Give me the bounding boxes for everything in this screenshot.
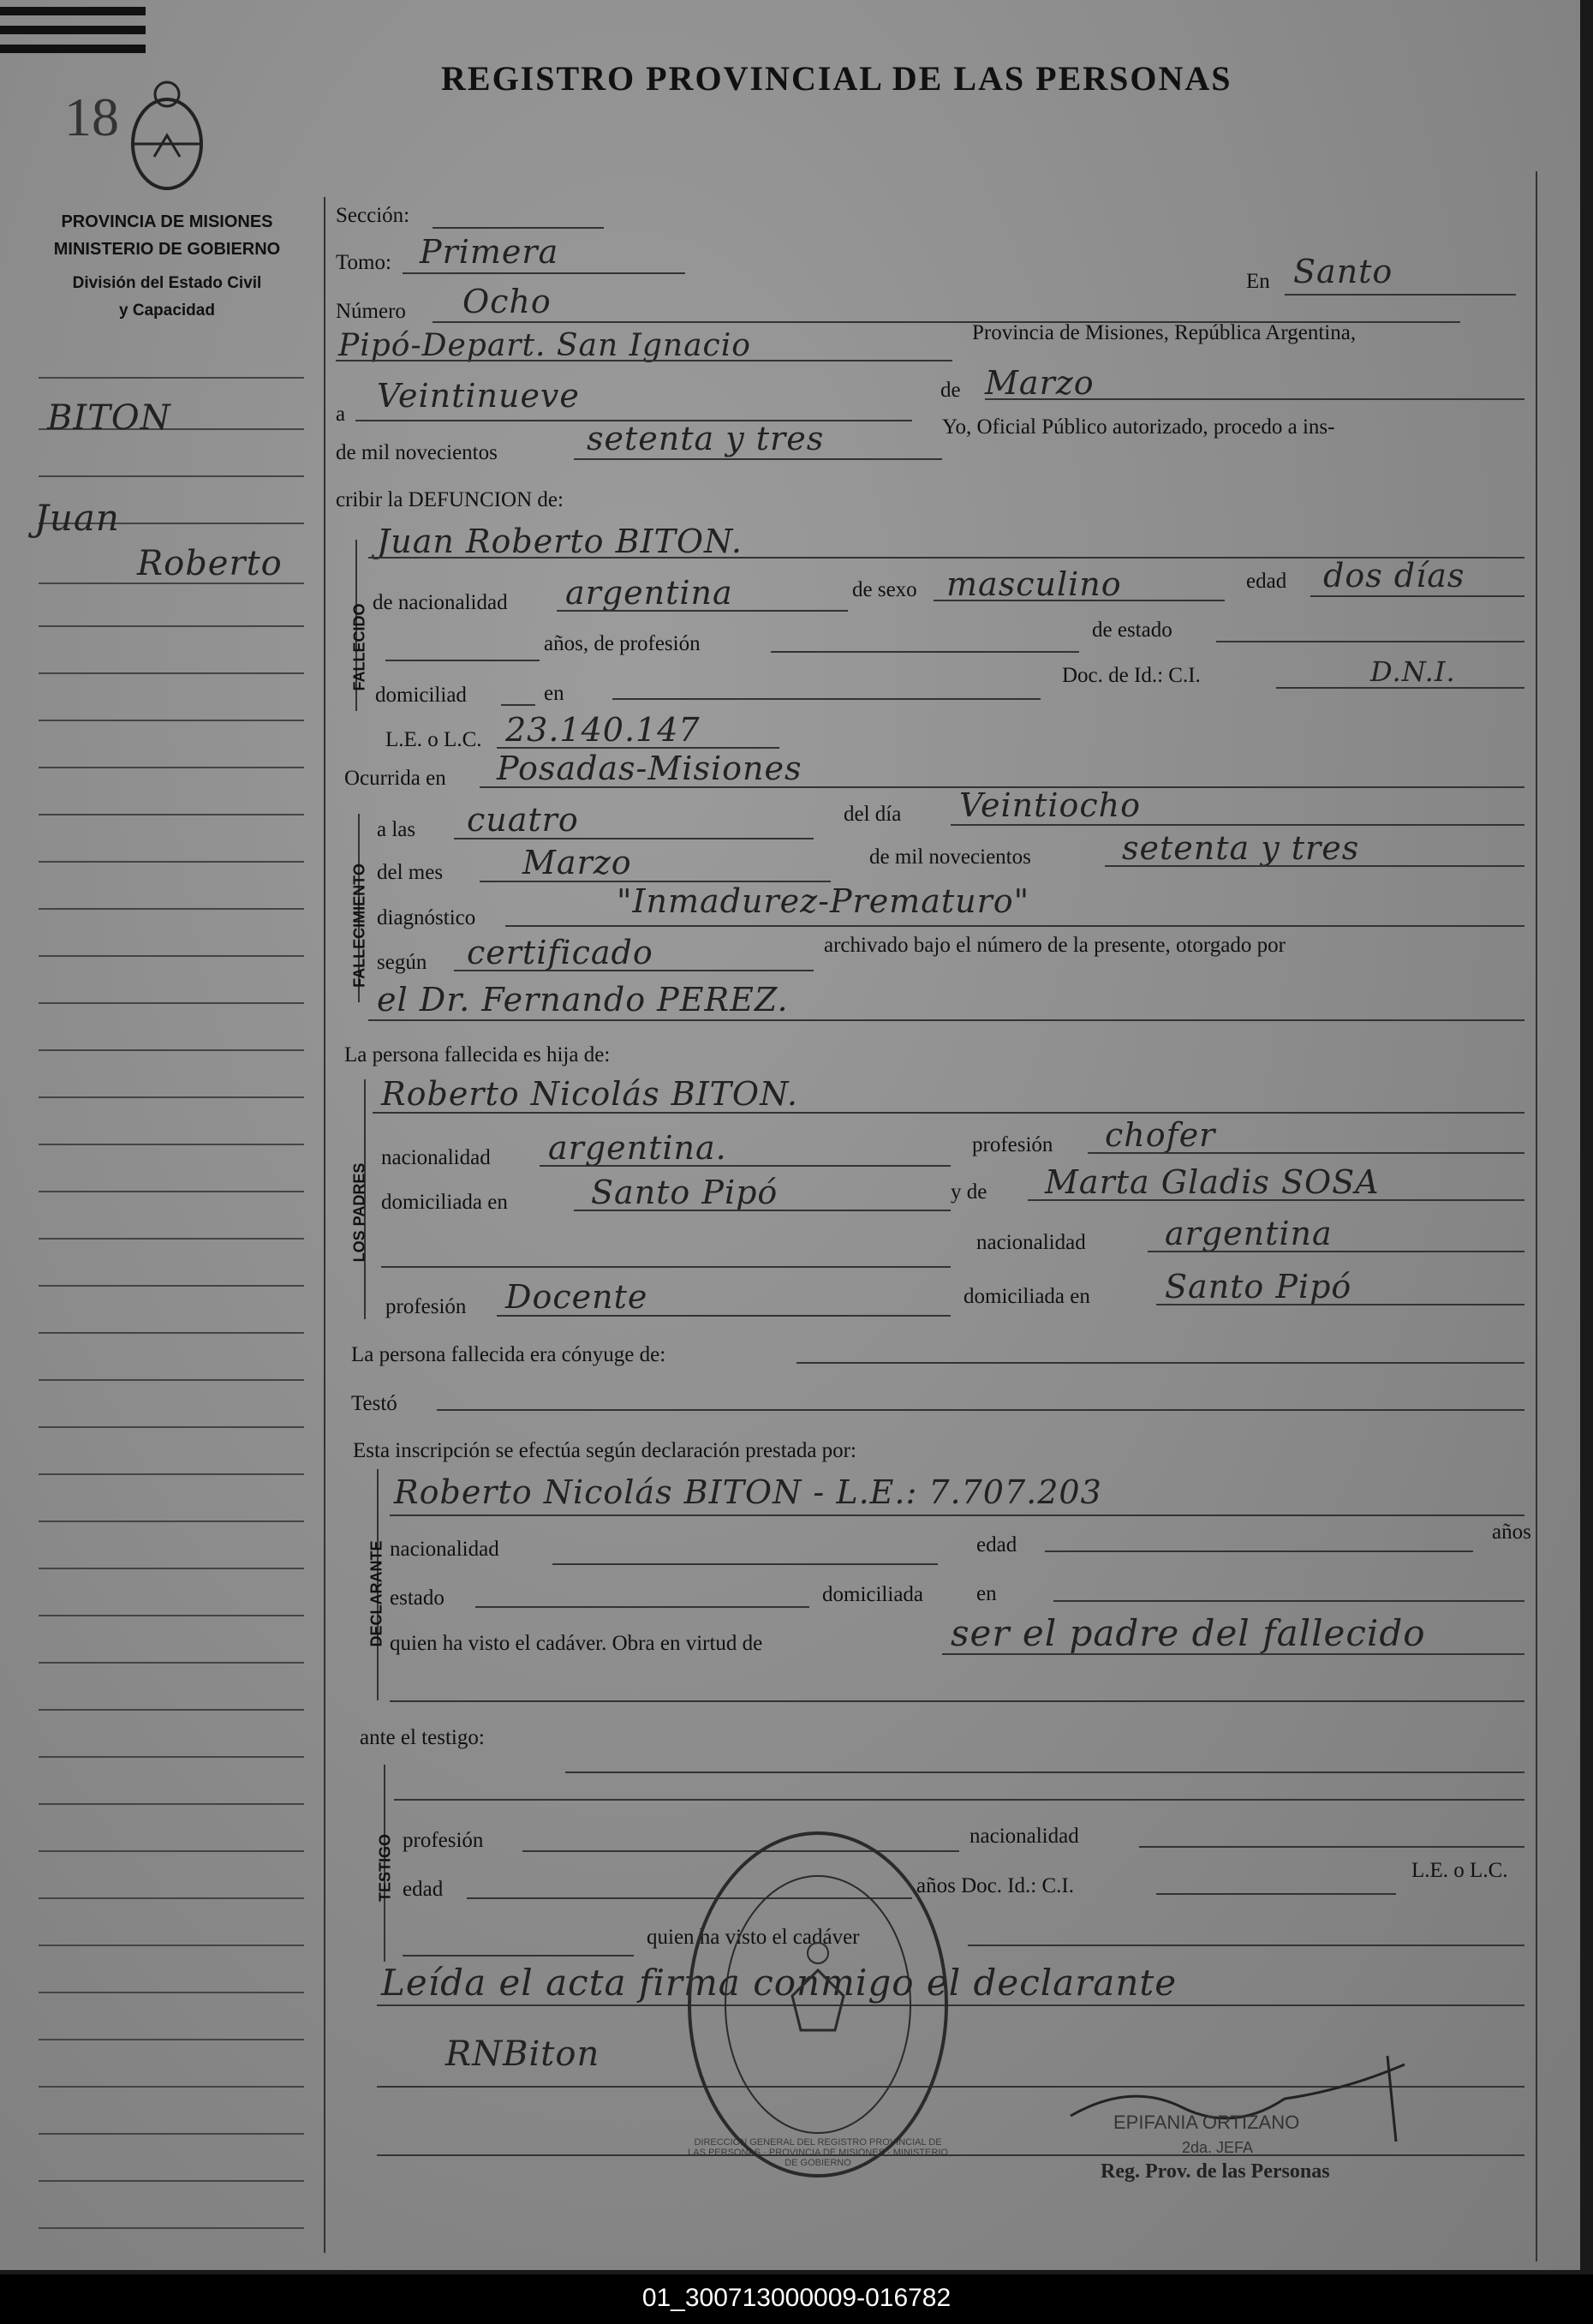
testigo-edad-label: edad: [403, 1878, 444, 1901]
nacionalidad-label: de nacionalidad: [373, 591, 508, 614]
dia-value: Veintinueve: [377, 377, 580, 415]
edad-value: dos días: [1323, 557, 1465, 594]
ocurrida-value: Posadas-Misiones: [497, 750, 802, 787]
hija-text: La persona fallecida es hija de:: [344, 1043, 611, 1066]
padre-domicilio-label: domiciliada en: [381, 1191, 508, 1214]
testigo-profesion-label: profesión: [403, 1829, 484, 1852]
segun-label: según: [377, 951, 427, 974]
sexo-value: masculino: [946, 565, 1122, 603]
testigo-cadaver-text: quien ha visto el cadáver: [647, 1926, 860, 1949]
fallecido-nombre: Juan Roberto BITON.: [377, 523, 743, 560]
a-label: a: [336, 403, 346, 426]
dia-label-fallecimiento: del día: [844, 803, 902, 826]
domiciliad-label: domiciliad: [375, 684, 467, 707]
oficial-cargo: 2da. JEFA: [1182, 2139, 1254, 2156]
anios-profesion-label: años, de profesión: [544, 632, 701, 655]
madre-domicilio-value: Santo Pipó: [1165, 1268, 1352, 1305]
hora-label: a las: [377, 818, 416, 841]
doc-label: Doc. de Id.: C.I.: [1062, 664, 1201, 687]
numero-value: Ocho: [462, 283, 552, 320]
le-value: 23.140.147: [505, 711, 701, 749]
firma-declarante: RNBiton: [445, 2034, 600, 2074]
inscribir-text: cribir la DEFUNCION de:: [336, 488, 564, 511]
mes-value: Marzo: [985, 364, 1095, 402]
page-title: REGISTRO PROVINCIAL DE LAS PERSONAS: [441, 59, 1232, 98]
y-de-label: y de: [951, 1180, 987, 1204]
hora-value: cuatro: [467, 801, 579, 839]
padre-nacionalidad-value: argentina.: [548, 1129, 727, 1167]
margin-given-2: Roberto: [137, 544, 283, 583]
oficial-reg: Reg. Prov. de las Personas: [1101, 2160, 1330, 2183]
de-label: de: [940, 379, 961, 402]
seal-text: DIRECCION GENERAL DEL REGISTRO PROVINCIAL DE LAS PERSONAS · PROVINCIA DE MISIONES · MINISTERIO DE GOBIERNO: [688, 2137, 948, 2168]
fallecido-section-label: FALLECIDO: [350, 603, 368, 691]
ocurrida-label: Ocurrida en: [344, 767, 446, 790]
declarante-domiciliada-label: domiciliada: [822, 1583, 924, 1606]
office-line-4: y Capacidad: [119, 302, 215, 320]
padre-domicilio-value: Santo Pipó: [591, 1174, 779, 1211]
padre-nacionalidad-label: nacionalidad: [381, 1146, 491, 1169]
ante-testigo-label: ante el testigo:: [360, 1726, 485, 1749]
testo-label: Testó: [351, 1392, 397, 1415]
tomo-value: Primera: [420, 233, 559, 271]
testigo-anios-doc-label: años Doc. Id.: C.I.: [916, 1874, 1074, 1897]
diagnostico-value: "Inmadurez-Prematuro": [617, 882, 1030, 920]
anio-value-fallecimiento: setenta y tres: [1122, 829, 1360, 867]
dia-value-fallecimiento: Veintiocho: [959, 786, 1142, 824]
margin-surname: BITON: [47, 398, 171, 438]
official-seal-icon: [681, 1825, 955, 2184]
le-label: L.E. o L.C.: [385, 728, 482, 751]
madre-profesion-label: profesión: [385, 1295, 467, 1318]
conyuge-label: La persona fallecida era cónyuge de:: [351, 1343, 666, 1366]
provincia-text: Provincia de Misiones, República Argentina,: [972, 321, 1357, 344]
leida-text: Leída el acta firma conmigo el declarante: [381, 1962, 1178, 2004]
padres-section-label: LOS PADRES: [350, 1162, 368, 1263]
mes-value-fallecimiento: Marzo: [522, 844, 632, 881]
edad-label: edad: [1246, 570, 1287, 593]
oficial-signature-icon: [1062, 2047, 1422, 2150]
anio-value: setenta y tres: [587, 420, 825, 457]
madre-profesion-value: Docente: [505, 1278, 648, 1316]
doc-value: D.N.I.: [1370, 655, 1456, 688]
declarante-nacionalidad-label: nacionalidad: [390, 1538, 499, 1561]
coat-of-arms-icon: [120, 75, 214, 204]
padre-profesion-label: profesión: [972, 1133, 1053, 1156]
en-label-fallecido: en: [544, 682, 564, 705]
declarante-anios-label: años: [1492, 1520, 1531, 1544]
segun-value: certificado: [467, 934, 653, 971]
anio-label-fallecimiento: de mil novecientos: [869, 845, 1031, 869]
madre-nacionalidad-label: nacionalidad: [976, 1231, 1086, 1254]
diagnostico-label: diagnóstico: [377, 906, 476, 929]
column-divider: [324, 197, 325, 2253]
office-line-2: MINISTERIO DE GOBIERNO: [53, 240, 281, 259]
padre-profesion-value: chofer: [1105, 1116, 1216, 1154]
declarante-edad-label: edad: [976, 1533, 1017, 1556]
mes-label-fallecimiento: del mes: [377, 861, 444, 884]
nacionalidad-value: argentina: [565, 574, 733, 612]
declarante-estado-label: estado: [390, 1586, 444, 1610]
testigo-section-label: TESTIGO: [376, 1834, 394, 1903]
declarante-nombre: Roberto Nicolás BITON - L.E.: 7.707.203: [394, 1473, 1102, 1511]
testigo-le-label: L.E. o L.C.: [1411, 1859, 1508, 1882]
padre-nombre: Roberto Nicolás BITON.: [381, 1075, 798, 1113]
archivado-text: archivado bajo el número de la presente, otorgado por: [824, 934, 1286, 957]
madre-nacionalidad-value: argentina: [1165, 1215, 1333, 1252]
seccion-label: Sección:: [336, 204, 410, 227]
estado-label: de estado: [1092, 618, 1172, 642]
oficial-text: Yo, Oficial Público autorizado, procedo a ins-: [942, 415, 1335, 439]
declarante-section-label: DECLARANTE: [367, 1540, 385, 1647]
right-border: [1536, 171, 1537, 2261]
sexo-label: de sexo: [852, 578, 917, 601]
declarante-en-label: en: [976, 1582, 997, 1605]
edge-marks: [0, 0, 154, 69]
lugar-value: Santo: [1293, 253, 1393, 290]
cadaver-text: quien ha visto el cadáver. Obra en virtud de: [390, 1632, 763, 1655]
oficial-nombre: EPIFANIA ORTIZANO: [1113, 2112, 1300, 2133]
medico-value: el Dr. Fernando PEREZ.: [377, 981, 789, 1019]
madre-domicilio-label: domiciliada en: [964, 1285, 1090, 1308]
fallecimiento-section-label: FALLECIMIENTO: [350, 863, 368, 988]
office-line-1: PROVINCIA DE MISIONES: [61, 212, 273, 231]
madre-nombre: Marta Gladis SOSA: [1045, 1163, 1380, 1201]
declaracion-text: Esta inscripción se efectúa según declaración prestada por:: [353, 1439, 856, 1462]
anio-label: de mil novecientos: [336, 441, 498, 464]
stamp-number: 18: [64, 87, 119, 147]
tomo-label: Tomo:: [336, 251, 391, 274]
virtud-value: ser el padre del fallecido: [951, 1612, 1426, 1654]
office-line-3: División del Estado Civil: [72, 274, 262, 292]
numero-label: Número: [336, 300, 406, 323]
testigo-nacionalidad-label: nacionalidad: [970, 1825, 1079, 1848]
file-id-bar: 01_300713000009-016782: [0, 2274, 1593, 2324]
margin-given-1: Juan: [34, 497, 120, 539]
en-label: En: [1246, 270, 1270, 293]
lugar2-value: Pipó-Depart. San Ignacio: [338, 328, 751, 363]
